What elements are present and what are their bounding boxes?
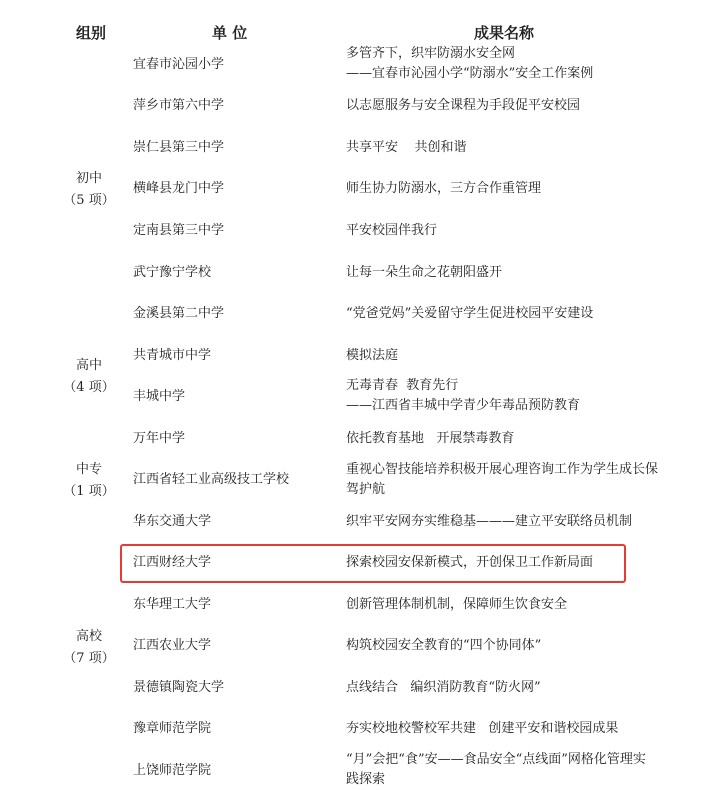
result-cell: 让每一朵生命之花朝阳盛开 — [346, 265, 503, 280]
result-cell: 探索校园安保新模式，开创保卫工作新局面 — [346, 555, 594, 570]
result-line: 多管齐下，织牢防溺水安全网 — [346, 46, 516, 61]
result-cell: 构筑校园安全教育的“四个协同体” — [346, 638, 542, 653]
result-cell: 创新管理体制机制，保障师生饮食安全 — [346, 597, 568, 612]
unit-column-header: 单 位 — [212, 24, 248, 42]
unit-cell: 横峰县龙门中学 — [133, 181, 225, 196]
result-cell: 平安校园伴我行 — [346, 223, 438, 238]
result-cell: 模拟法庭 — [346, 348, 399, 363]
group-name: 初中 — [75, 171, 102, 186]
result-cell: 点线结合 编织消防教育“防火网” — [346, 680, 541, 695]
unit-cell: 江西省轻工业高级技工学校 — [133, 472, 290, 487]
result-subtitle: ——宜春市沁园小学“防溺水”安全工作案例 — [346, 66, 594, 81]
unit-cell: 宜春市沁园小学 — [133, 57, 225, 72]
group-count: （1 项） — [63, 484, 115, 499]
unit-cell: 金溪县第二中学 — [133, 306, 225, 321]
group-count: （5 项） — [63, 193, 115, 208]
group-name: 高校 — [75, 629, 102, 644]
result-line: 无毒青春 教育先行 — [346, 378, 459, 393]
unit-cell: 定南县第三中学 — [133, 223, 225, 238]
result-cell: 重视心智技能培养积极开展心理咨询工作为学生成长保驾护航 — [346, 462, 659, 497]
unit-cell: 崇仁县第三中学 — [133, 140, 225, 155]
group-label-university — [59, 626, 119, 670]
unit-cell: 东华理工大学 — [133, 597, 212, 612]
group-label-vocational — [59, 459, 119, 503]
result-subtitle: ——江西省丰城中学青少年毒品预防教育 — [346, 398, 581, 413]
unit-cell: 武宁豫宁学校 — [133, 265, 212, 280]
unit-cell: 华东交通大学 — [133, 514, 212, 529]
unit-cell: 豫章师范学院 — [133, 721, 212, 736]
group-count: （7 项） — [63, 651, 115, 666]
result-cell: “月”会把“食”安——食品安全“点线面”网格化管理实践探索 — [346, 752, 646, 787]
result-cell: 师生协力防溺水，三方合作重管理 — [346, 181, 542, 196]
result-cell — [346, 376, 658, 416]
result-cell: 织牢平安网夯实维稳基———建立平安联络员机制 — [346, 514, 633, 529]
unit-cell: 共青城市中学 — [133, 348, 212, 363]
result-cell — [346, 44, 658, 84]
result-cell: 以志愿服务与安全课程为手段促平安校园 — [346, 98, 581, 113]
unit-cell: 江西财经大学 — [133, 555, 212, 570]
result-cell: 夯实校地校警校军共建 创建平安和谐校园成果 — [346, 721, 619, 736]
unit-cell: 丰城中学 — [133, 389, 186, 404]
result-cell: “党爸党妈”关爱留守学生促进校园平安建设 — [346, 306, 594, 321]
result-cell: 共享平安 共创和谐 — [346, 140, 467, 155]
unit-cell: 江西农业大学 — [133, 638, 212, 653]
group-count: （4 项） — [63, 380, 115, 395]
group-name: 高中 — [75, 358, 102, 373]
group-label-junior-high — [59, 168, 119, 212]
group-column-header: 组别 — [76, 24, 107, 42]
result-cell: 依托教育基地 开展禁毒教育 — [346, 431, 515, 446]
unit-cell: 景德镇陶瓷大学 — [133, 680, 225, 695]
group-name: 中专 — [75, 462, 102, 477]
result-column-header: 成果名称 — [474, 24, 535, 42]
unit-cell: 萍乡市第六中学 — [133, 98, 225, 113]
group-label-senior-high — [59, 355, 119, 399]
unit-cell: 上饶师范学院 — [133, 763, 212, 778]
unit-cell: 万年中学 — [133, 431, 186, 446]
